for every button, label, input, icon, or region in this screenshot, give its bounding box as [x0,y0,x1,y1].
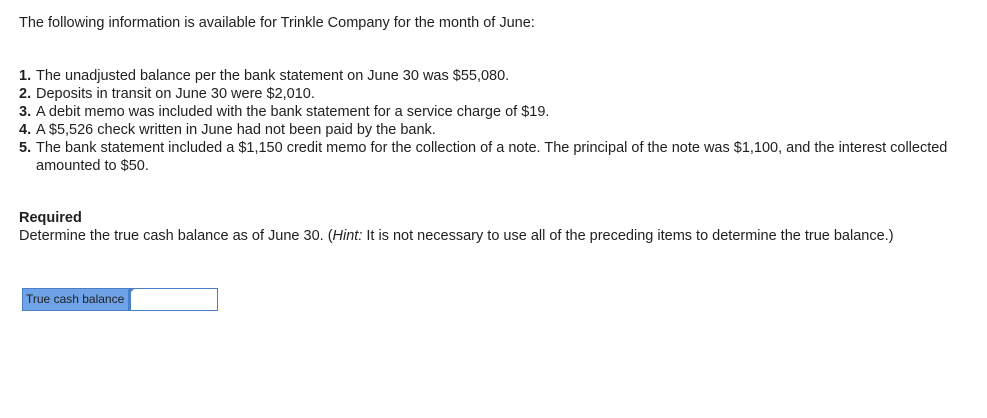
list-item [19,67,969,85]
item-number: 1. [19,68,32,84]
answer-row [22,288,218,311]
true-cash-balance-input[interactable] [129,288,218,311]
item-text: The unadjusted balance per the bank statement on June 30 was $55,080. [36,68,510,84]
corner-marker-icon [129,288,135,294]
item-number: 4. [19,122,32,138]
intro-text: The following information is available for Trinkle Company for the month of June: [19,15,535,31]
item-text: Deposits in transit on June 30 were $2,010. [36,86,315,102]
hint-label: Hint: [332,228,363,244]
item-text: The bank statement included a $1,150 credit memo for the collection of a note. The principal of the note was $1,100, and the interest collected amounted to $50. [36,140,948,174]
required-text-after: It is not necessary to use all of the preceding items to determine the true balance.) [362,228,894,244]
list-item [19,121,969,139]
required-heading: Required [19,210,82,226]
item-text: A $5,526 check written in June had not been paid by the bank. [36,122,436,138]
item-text: A debit memo was included with the bank statement for a service charge of $19. [36,104,550,120]
required-instructions [19,227,919,245]
list-item [19,85,969,103]
info-list [19,67,969,175]
true-cash-balance-label: True cash balance [22,288,129,311]
required-text-before: Determine the true cash balance as of June 30. ( [19,228,333,244]
list-item [19,103,969,121]
item-number: 3. [19,104,32,120]
answer-input-wrapper [129,288,218,311]
item-number: 2. [19,86,32,102]
list-item [19,139,969,175]
item-number: 5. [19,140,32,156]
problem-content [19,14,969,245]
